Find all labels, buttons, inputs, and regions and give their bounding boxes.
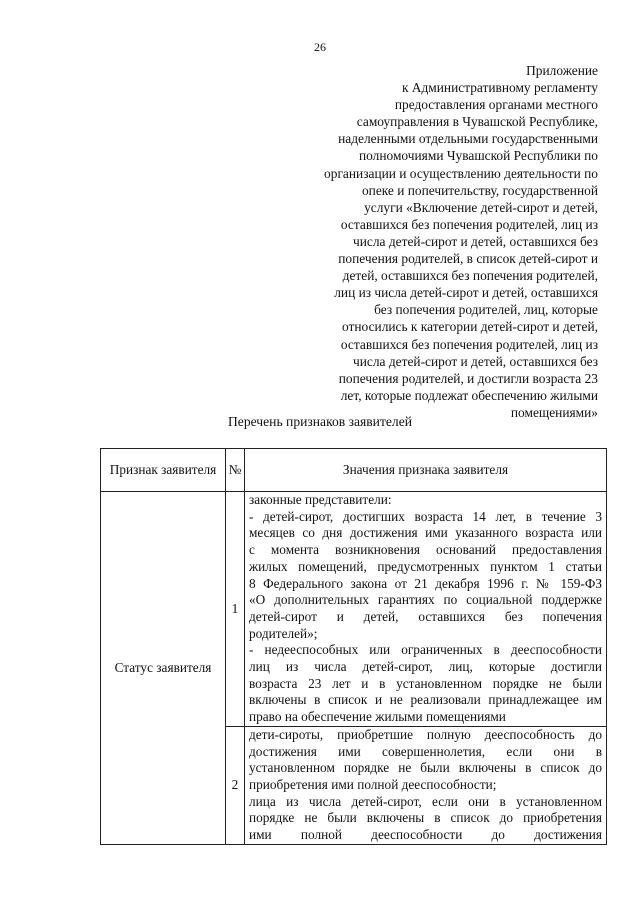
appendix-line: лиц из числа детей-сирот и детей, оставшихся: [334, 285, 598, 301]
value-line: месяцев со дня достижения ими указанного возраста или: [249, 525, 602, 541]
criteria-table: [100, 448, 607, 845]
appendix-line: попечения родителей, и достигли возраста 23: [338, 370, 598, 386]
value-line: с момента возникновения оснований предоставления: [249, 542, 602, 558]
appendix-line: к Административному регламенту: [401, 80, 598, 96]
value-line: включены в список и не реализовали принадлежащее им: [249, 692, 602, 708]
appendix-line: организации и осуществлению деятельности по: [324, 165, 598, 181]
value-line: достижения ими совершеннолетия, если они в: [249, 743, 602, 759]
appendix-line: числа детей-сирот и детей, оставшихся без: [353, 353, 598, 369]
value-line: 8 Федерального закона от 21 декабря 1996 г. № 159-ФЗ: [249, 575, 602, 591]
value-line: - недееспособных или ограниченных в дееспособности: [249, 642, 602, 658]
appendix-line: предоставления органами местного: [394, 97, 598, 113]
header-number: №: [226, 449, 245, 492]
value-line: ими полной дееспособности до достижения: [249, 827, 602, 843]
criterion-cell: Статус заявителя: [101, 492, 226, 845]
appendix-line: услуги «Включение детей-сирот и детей,: [364, 199, 598, 215]
page-number: 26: [314, 40, 326, 54]
table-header-row: [101, 449, 607, 492]
appendix-line: попечения родителей, в список детей-сирот и: [338, 251, 598, 267]
value-line: законные представители:: [249, 492, 392, 507]
value-line: лица из числа детей-сирот, если они в установленном: [249, 793, 602, 809]
value-line: дети-сироты, приобретшие полную дееспособность до: [249, 726, 602, 742]
values-cell: [245, 492, 607, 727]
value-line: приобретения ими полной дееспособности;: [249, 776, 497, 792]
appendix-line: Приложение: [526, 63, 598, 78]
values-cell: [245, 726, 607, 844]
appendix-line: детей, оставшихся без попечения родителей,: [342, 268, 598, 284]
appendix-line: числа детей-сирот и детей, оставшихся без: [353, 233, 598, 249]
appendix-line: опеке и попечительству, государственной: [361, 182, 598, 198]
value-line: порядке не были включены в список до приобретения: [249, 810, 602, 826]
value-line: право на обеспечение жилыми помещениями: [249, 709, 506, 725]
appendix-line: относились к категории детей-сирот и детей,: [342, 319, 598, 335]
value-line: детей-сирот и детей, оставшихся без попечения: [249, 608, 602, 624]
appendix-line: лет, которые подлежат обеспечению жилыми: [340, 387, 598, 403]
row-number-cell: 1: [226, 492, 245, 727]
value-line: установленном порядке не были включены в список до: [249, 760, 602, 776]
value-line: жилых помещений, предусмотренных пунктом 1 статьи: [249, 558, 602, 574]
value-line: - детей-сирот, достигших возраста 14 лет, в течение 3: [249, 508, 602, 524]
list-title: Перечень признаков заявителей: [227, 414, 413, 429]
appendix-header: [298, 62, 598, 421]
appendix-line: помещениями»: [510, 404, 598, 420]
appendix-line: самоуправления в Чувашской Республике,: [356, 114, 598, 130]
appendix-line: без попечения родителей, лиц, которые: [374, 302, 598, 318]
appendix-line: полномочиями Чувашской Республики по: [358, 148, 598, 164]
appendix-line: оставшихся без попечения родителей, лиц из: [340, 336, 598, 352]
appendix-line: оставшихся без попечения родителей, лиц из: [340, 216, 598, 232]
table-row: [101, 492, 607, 727]
value-line: «О дополнительных гарантиях по социальной поддержке: [249, 592, 602, 608]
value-line: родителей»;: [249, 625, 318, 641]
header-values: Значения признака заявителя: [245, 449, 607, 492]
row-number-cell: 2: [226, 726, 245, 844]
appendix-line: наделенными отдельными государственными: [338, 131, 598, 147]
header-criterion: Признак заявителя: [101, 449, 226, 492]
value-line: возраста 23 лет и в установленном порядке не были: [249, 675, 602, 691]
value-line: лиц из числа детей-сирот, лиц, которые достигли: [249, 659, 602, 675]
